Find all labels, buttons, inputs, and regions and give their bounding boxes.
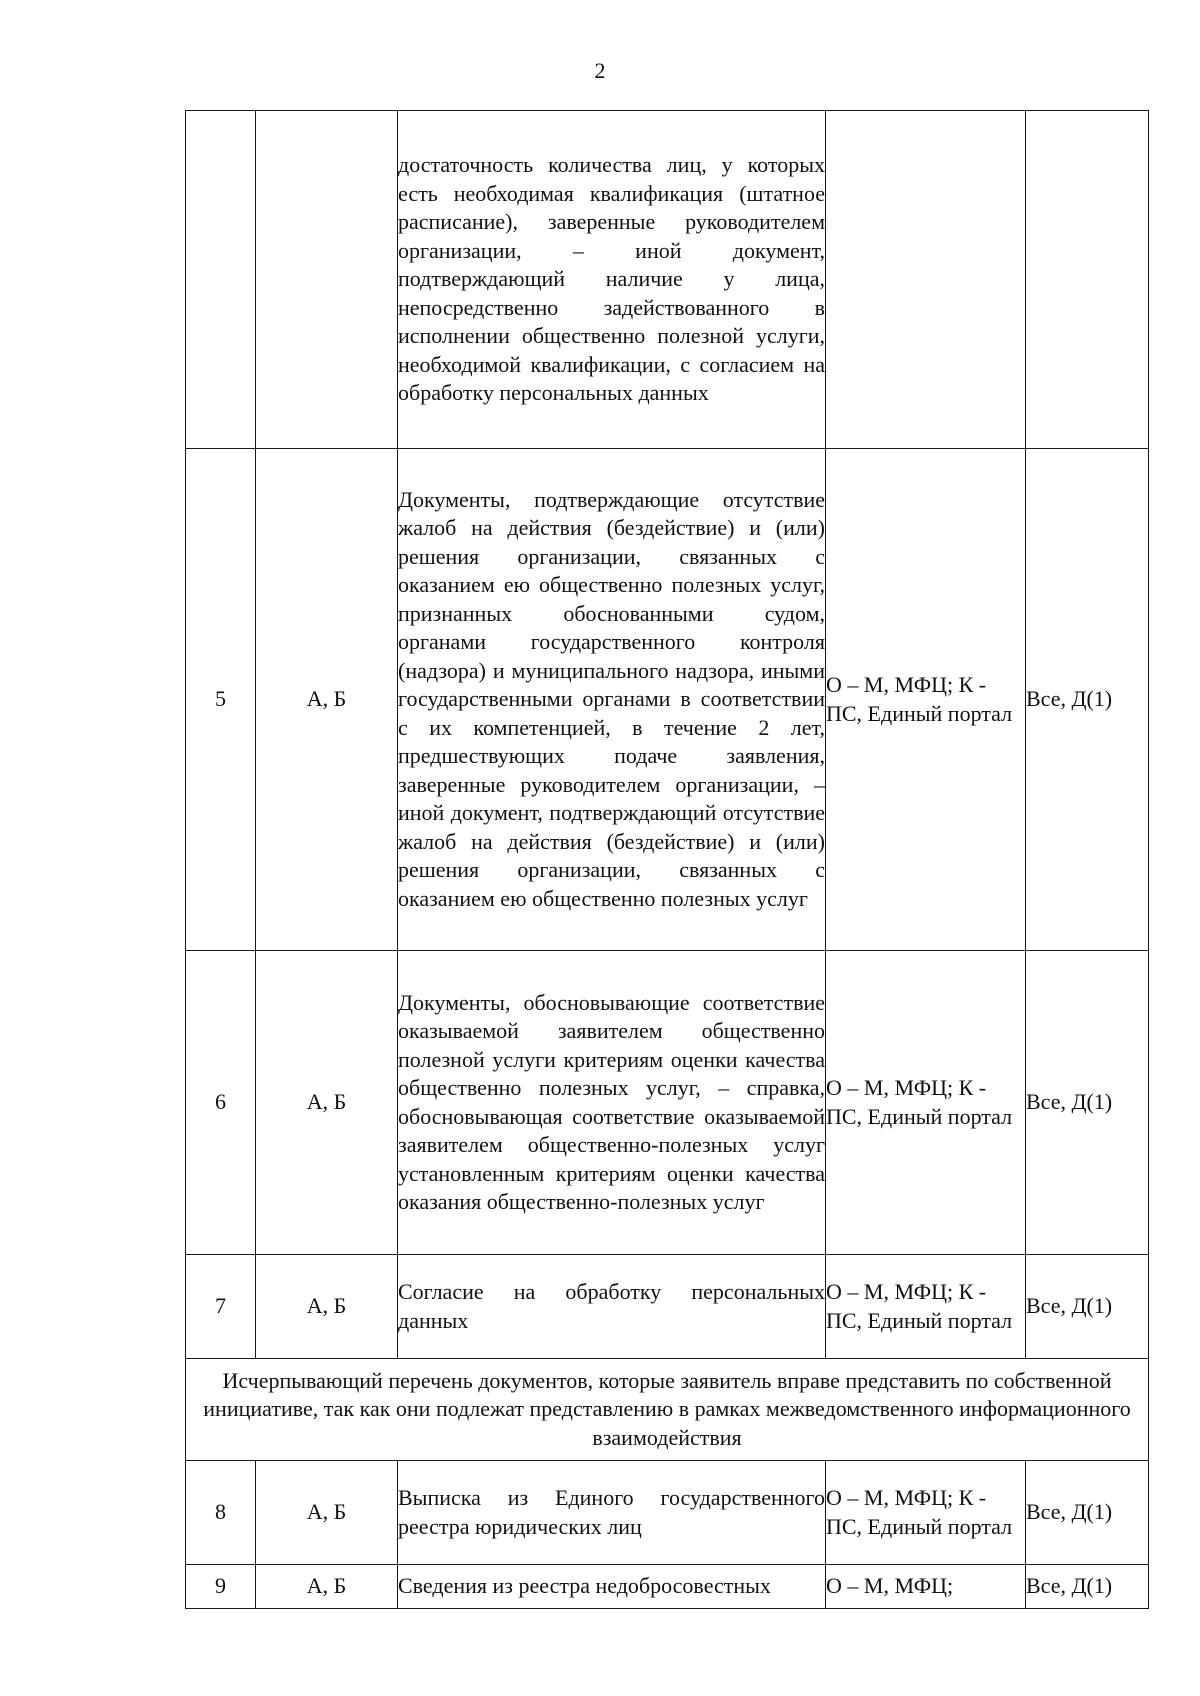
requirement-rule: Все, Д(1) <box>1026 449 1149 951</box>
applicant-category <box>256 111 398 449</box>
table-row <box>186 1565 1149 1609</box>
requirement-rule <box>1026 111 1149 449</box>
applicant-category: А, Б <box>256 449 398 951</box>
applicant-category: А, Б <box>256 1461 398 1565</box>
requirement-rule: Все, Д(1) <box>1026 1461 1149 1565</box>
applicant-category: А, Б <box>256 1255 398 1359</box>
submission-channel: О – М, МФЦ; К - ПС, Единый портал <box>826 951 1026 1255</box>
submission-channel <box>826 111 1026 449</box>
page-number: 2 <box>594 58 606 83</box>
requirement-rule: Все, Д(1) <box>1026 1255 1149 1359</box>
row-number: 8 <box>186 1461 256 1565</box>
submission-channel: О – М, МФЦ; <box>826 1565 1026 1609</box>
requirement-rule: Все, Д(1) <box>1026 1565 1149 1609</box>
table-row <box>186 1461 1149 1565</box>
submission-channel: О – М, МФЦ; К - ПС, Единый портал <box>826 1461 1026 1565</box>
document-description: Выписка из Единого государственного реестра юридических лиц <box>398 1461 826 1565</box>
row-number <box>186 111 256 449</box>
requirement-rule: Все, Д(1) <box>1026 951 1149 1255</box>
applicant-category: А, Б <box>256 1565 398 1609</box>
document-description: Документы, подтверждающие отсутствие жалоб на действия (бездействие) и (или) решения организации, связанных с оказанием ею общественно полезных услуг, признанных обоснованными судом, органами государственного контроля (надзора) и муниципального надзора, иными государственными органами в соответствии с их компетенцией, в течение 2 лет, предшествующих подаче заявления, заверенные руководителем организации, – иной документ, подтверждающий отсутствие жалоб на действия (бездействие) и (или) решения организации, связанных с оказанием ею общественно полезных услуг <box>398 449 826 951</box>
section-heading: Исчерпывающий перечень документов, которые заявитель вправе представить по собственной инициативе, так как они подлежат представлению в рамках межведомственного информационного взаимодействия <box>186 1359 1149 1461</box>
table-row <box>186 1255 1149 1359</box>
row-number: 6 <box>186 951 256 1255</box>
document-description: Согласие на обработку персональных данных <box>398 1255 826 1359</box>
submission-channel: О – М, МФЦ; К - ПС, Единый портал <box>826 449 1026 951</box>
document-description: достаточность количества лиц, у которых есть необходимая квалификация (штатное расписание), заверенные руководителем организации, – иной документ, подтверждающий наличие у лица, непосредственно задействованного в исполнении общественно полезной услуги, необходимой квалификации, с согласием на обработку персональных данных <box>398 111 826 449</box>
row-number: 7 <box>186 1255 256 1359</box>
row-number: 9 <box>186 1565 256 1609</box>
row-number: 5 <box>186 449 256 951</box>
table-row <box>186 111 1149 449</box>
applicant-category: А, Б <box>256 951 398 1255</box>
section-row <box>186 1359 1149 1461</box>
submission-channel: О – М, МФЦ; К - ПС, Единый портал <box>826 1255 1026 1359</box>
document-description: Документы, обосновывающие соответствие оказываемой заявителем общественно полезной услуги критериям оценки качества общественно полезных услуг, – справка, обосновывающая соответствие оказываемой заявителем общественно-полезных услуг установленным критериям оценки качества оказания общественно-полезных услуг <box>398 951 826 1255</box>
documents-table <box>185 110 1149 1609</box>
document-description: Сведения из реестра недобросовестных <box>398 1565 826 1609</box>
table-row <box>186 449 1149 951</box>
table-row <box>186 951 1149 1255</box>
